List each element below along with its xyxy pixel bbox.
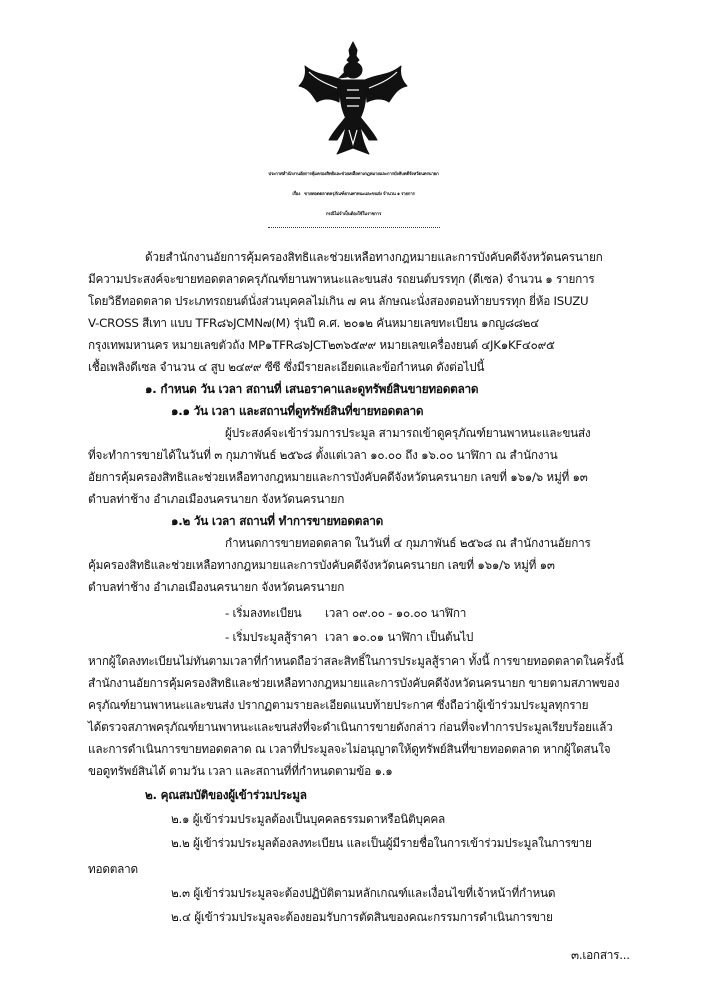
qualification-item: ๒.๒ ผู้เข้าร่วมประมูลต้องลงทะเบียน และเป็นผู้มีรายชื่อในการเข้าร่วมประมูลในการขาย (171, 836, 592, 850)
announcement-subtitle: กรณีไม่จำเป็นต้องใช้ในราชการ (325, 212, 382, 217)
schedule-time: เวลา ๑๐.๐๑ นาฬิกา เป็นต้นไป (325, 630, 474, 644)
subject-text: ขายทอดตลาดครุภัณฑ์ยานพาหนะและขนส่ง จำนวน ๑ รายการ (304, 192, 415, 197)
divider (268, 227, 440, 228)
section-1-2-line: กำหนดการขายทอดตลาด ในวันที่ ๔ กุมภาพันธ์ ๒๕๖๘ ณ สำนักงานอัยการ (225, 536, 591, 550)
intro-line: ด้วยสำนักงานอัยการคุ้มครองสิทธิและช่วยเหลือทางกฎหมายและการบังคับคดีจังหวัดนครนายก (145, 250, 603, 264)
section-1-2-heading: ๑.๒ วัน เวลา สถานที่ ทำการขายทอดตลาด (171, 514, 383, 528)
announcement-subject (0, 190, 707, 197)
qualification-item: ๒.๓ ผู้เข้าร่วมประมูลจะต้องปฏิบัติตามหลักเกณฑ์และเงื่อนไขที่เจ้าหน้าที่กำหนด (171, 886, 556, 900)
section-1-1-heading: ๑.๑ วัน เวลา และสถานที่ดูทรัพย์สินที่ขายทอดตลาด (171, 404, 424, 418)
notice-line: ขอดูทรัพย์สินได้ ตามวัน เวลา และสถานที่ที่กำหนดตามข้อ ๑.๑ (88, 764, 393, 778)
page-continuation: ๓.เอกสาร... (571, 948, 630, 962)
notice-line: และการดำเนินการขายทอดตลาด ณ เวลาที่ประมูลจะไม่อนุญาตให้ดูทรัพย์สินที่ขายทอดตลาด หากผู้ใดสนใจ (88, 742, 611, 756)
notice-line: ได้ตรวจสภาพครุภัณฑ์ยานพาหนะและขนส่งที่จะดำเนินการขายดังกล่าว ก่อนที่จะทำการประมูลเรียบร้อยแล้ว (88, 720, 613, 734)
intro-line: มีความประสงค์จะขายทอดตลาดครุภัณฑ์ยานพาหนะและขนส่ง รถยนต์บรรทุก (ดีเซล) จำนวน ๑ รายการ (88, 272, 595, 286)
section-1-heading: ๑. กำหนด วัน เวลา สถานที่ เสนอราคาและดูทรัพย์สินขายทอดตลาด (145, 382, 479, 396)
notice-line: หากผู้ใดลงทะเบียนไม่ทันตามเวลาที่กำหนดถือว่าสละสิทธิ์ในการประมูลสู้ราคา ทั้งนี้ การขายทอดตลาดในครั้งนี้ (88, 654, 624, 668)
section-1-2-line: คุ้มครองสิทธิและช่วยเหลือทางกฎหมายและการบังคับคดีจังหวัดนครนายก เลขที่ ๑๖๑/๖ หมู่ที่ ๑๓ (88, 558, 555, 572)
announcement-title: ประกาศสำนักงานอัยการคุ้มครองสิทธิและช่วยเหลือทางกฎหมายและการบังคับคดีจังหวัดนครนายก (268, 172, 439, 177)
section-1-1-line: อัยการคุ้มครองสิทธิและช่วยเหลือทางกฎหมายและการบังคับคดีจังหวัดนครนายก เลขที่ ๑๖๑/๖ หมู่ที่ ๑๓ (88, 470, 588, 484)
qualification-item-continuation: ทอดตลาด (88, 862, 138, 876)
section-1-1-line: ผู้ประสงค์จะเข้าร่วมการประมูล สามารถเข้าดูครุภัณฑ์ยานพาหนะและขนส่ง (225, 426, 591, 440)
intro-line: กรุงเทพมหานคร หมายเลขตัวถัง MP๑TFR๘๖JCT๒๓๖๕๙๙ หมายเลขเครื่องยนต์ ๔JK๑KF๔๐๙๕ (88, 338, 555, 352)
notice-line: สำนักงานอัยการคุ้มครองสิทธิและช่วยเหลือทางกฎหมายและการบังคับคดีจังหวัดนครนายก ขายตามสภาพของ (88, 676, 620, 690)
schedule-time: เวลา ๐๙.๐๐ - ๑๐.๐๐ นาฬิกา (325, 606, 467, 620)
notice-line: ครุภัณฑ์ยานพาหนะและขนส่ง ปรากฏตามรายละเอียดแนบท้ายประกาศ ซึ่งถือว่าผู้เข้าร่วมประมูลทุกราย (88, 698, 589, 712)
intro-line: โดยวิธีทอดตลาด ประเภทรถยนต์นั่งส่วนบุคคลไม่เกิน ๗ คน ลักษณะนั่งสองตอนท้ายบรรทุก ยี่ห้อ ISUZU (88, 294, 589, 308)
intro-line: เชื้อเพลิงดีเซล จำนวน ๔ สูบ ๒๔๙๙ ซีซี ซึ่งมีรายละเอียดและข้อกำหนด ดังต่อไปนี้ (88, 360, 485, 374)
intro-line: V-CROSS สีเทา แบบ TFR๘๖JCMN๗(M) รุ่นปี ค.ศ. ๒๐๑๒ คันหมายเลขทะเบียน ๑กญ๘๘๒๔ (88, 316, 539, 330)
section-1-1-line: ตำบลท่าช้าง อำเภอเมืองนครนายก จังหวัดนครนายก (88, 492, 345, 506)
section-2-heading: ๒. คุณสมบัติของผู้เข้าร่วมประมูล (145, 788, 307, 802)
section-1-2-line: ตำบลท่าช้าง อำเภอเมืองนครนายก จังหวัดนครนายก (88, 580, 345, 594)
schedule-label: - เริ่มลงทะเบียน (225, 606, 302, 620)
garuda-emblem-icon (295, 40, 411, 158)
subject-label: เรื่อง (292, 192, 301, 197)
qualification-item: ๒.๔ ผู้เข้าร่วมประมูลจะต้องยอมรับการตัดสินของคณะกรรมการดำเนินการขาย (171, 910, 553, 924)
section-1-1-line: ที่จะทำการขายได้ในวันที่ ๓ กุมภาพันธ์ ๒๕๖๘ ตั้งแต่เวลา ๑๐.๐๐ ถึง ๑๖.๐๐ นาฬิกา ณ สำนักงาน (88, 448, 558, 462)
schedule-label: - เริ่มประมูลสู้ราคา (225, 630, 318, 644)
qualification-item: ๒.๑ ผู้เข้าร่วมประมูลต้องเป็นบุคคลธรรมดาหรือนิติบุคคล (171, 812, 445, 826)
